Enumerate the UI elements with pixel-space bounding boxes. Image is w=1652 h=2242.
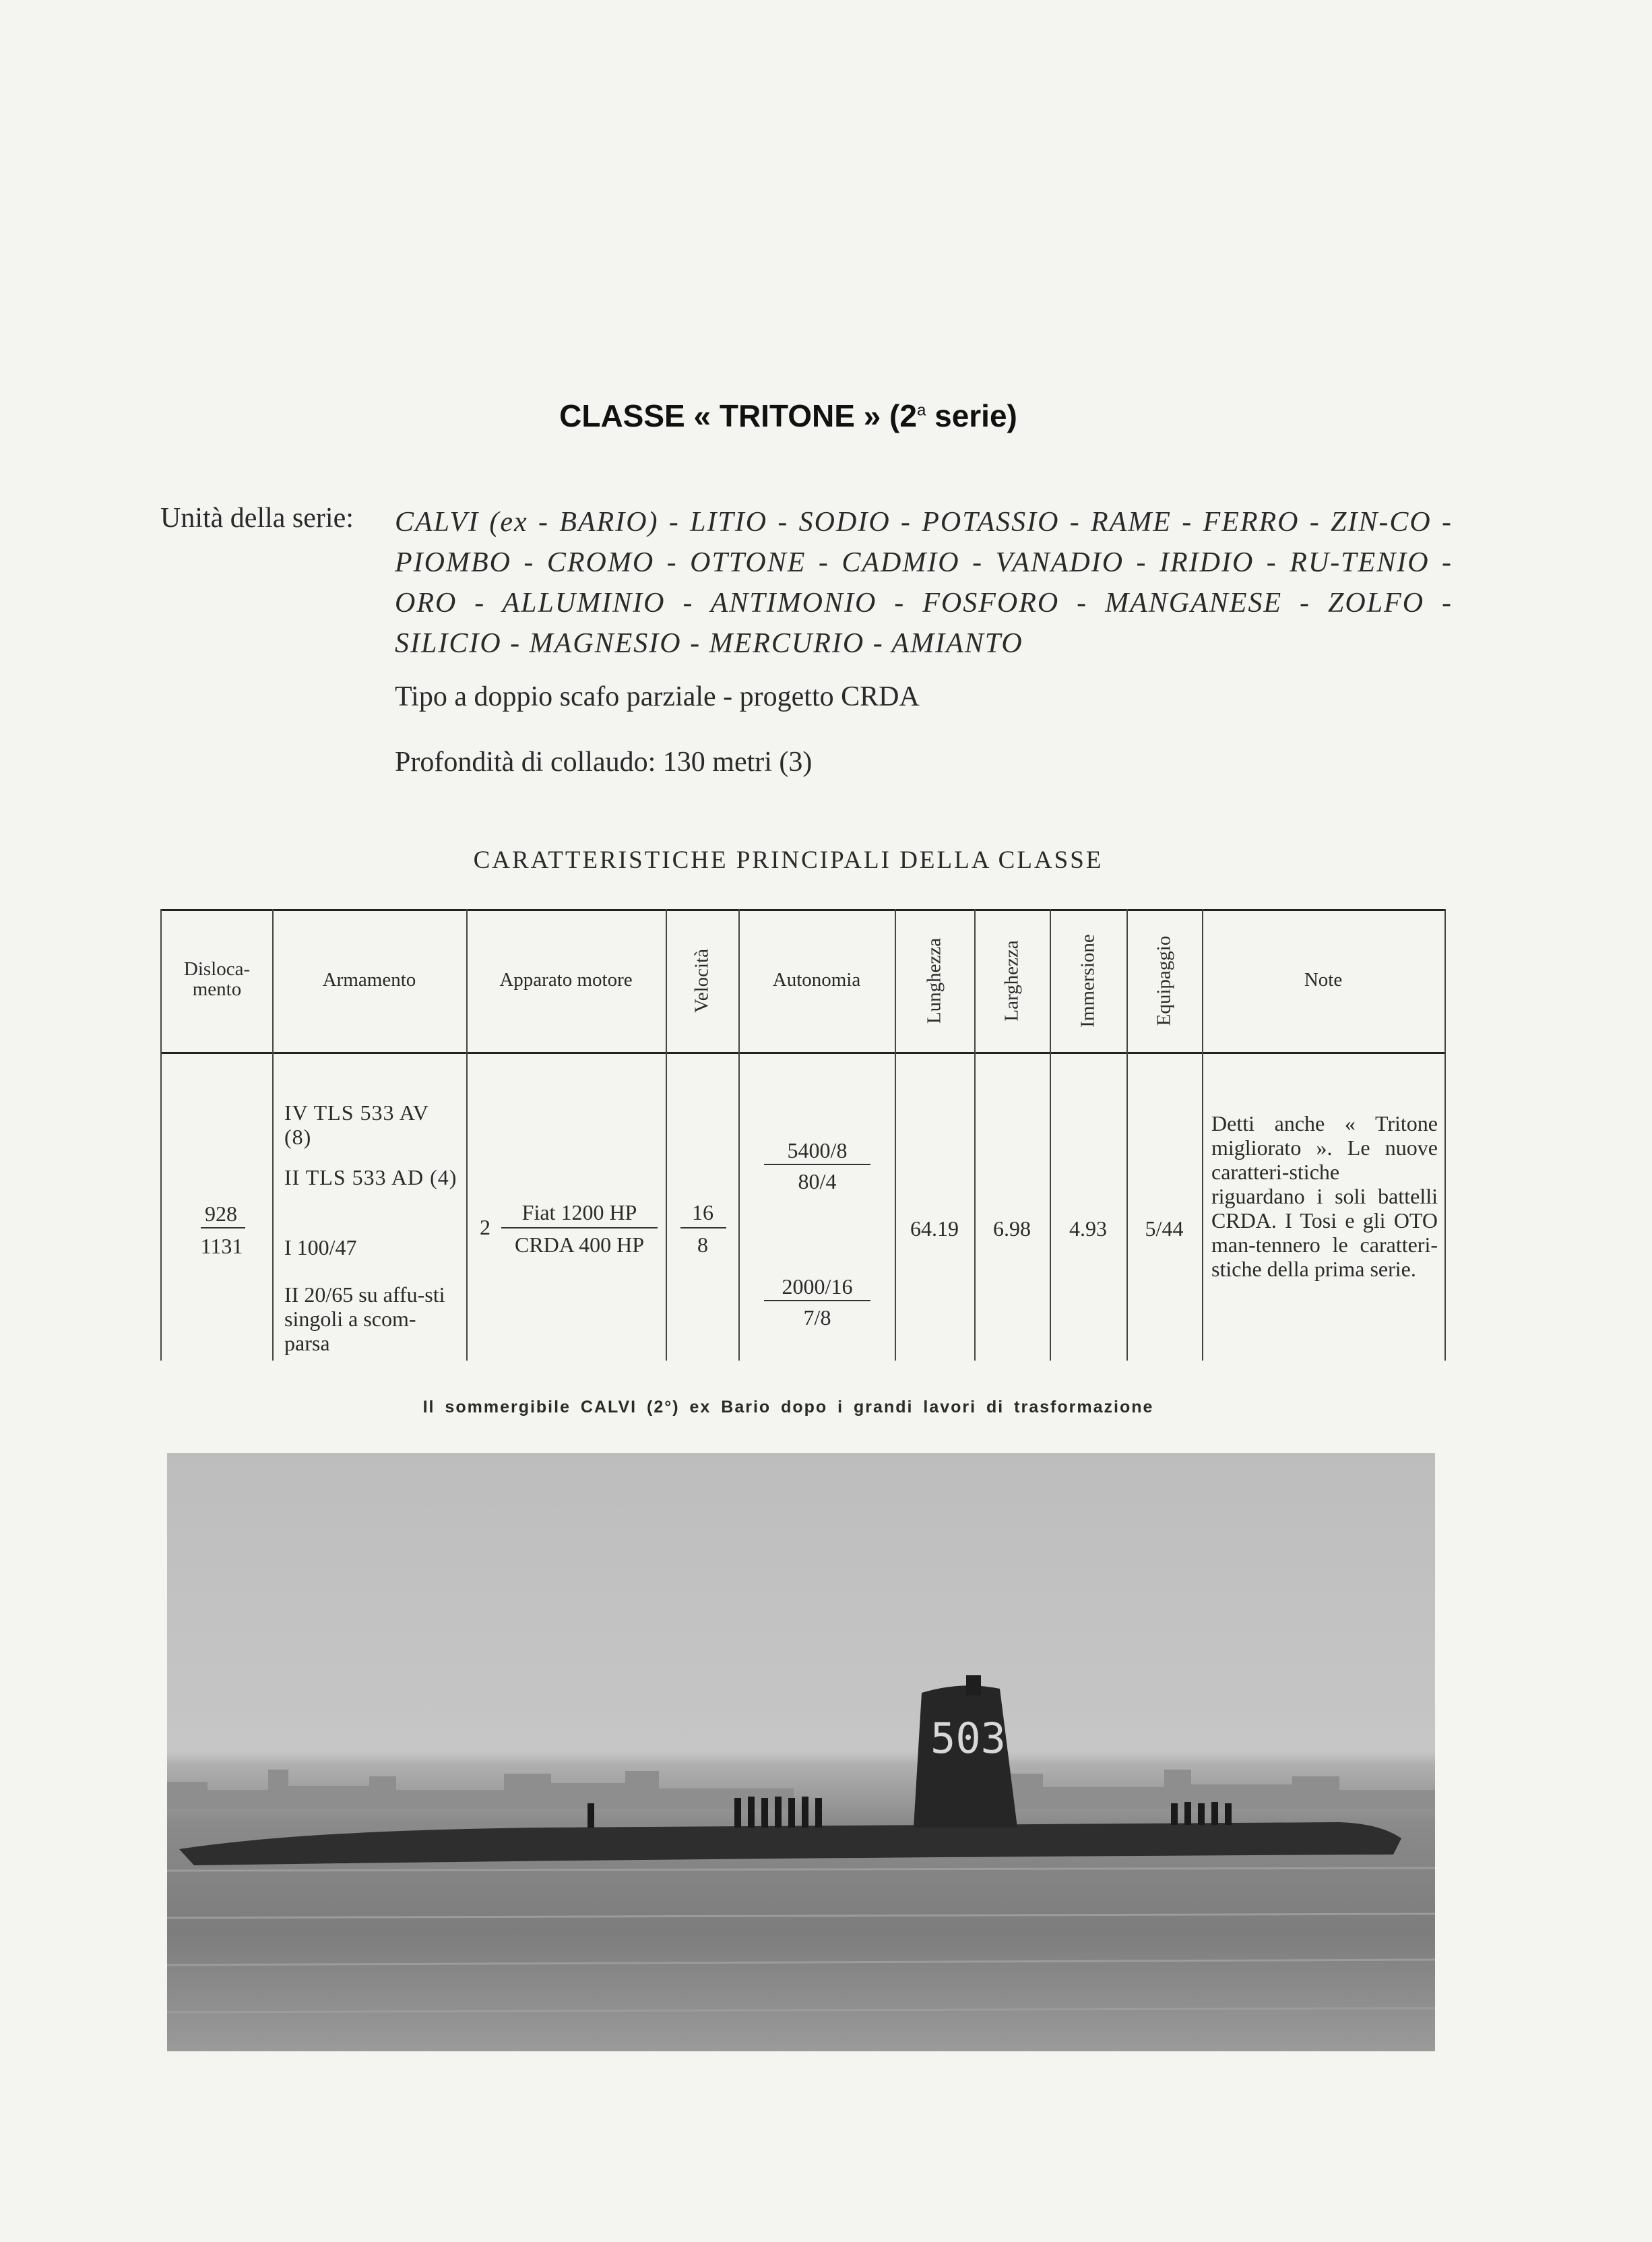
immersione-value: 4.93	[1069, 1216, 1107, 1241]
col-divider	[1126, 909, 1128, 1361]
fraction-line	[764, 1164, 870, 1165]
armamento-item: II TLS 533 AD (4)	[284, 1165, 457, 1189]
lunghezza-value: 64.19	[910, 1216, 959, 1241]
header-dislocamento: Disloca- mento	[183, 958, 251, 1000]
header-armamento: Armamento	[322, 969, 416, 991]
note-text: Detti anche « Tritone migliorato ». Le nuove caratteri-stiche riguardano i soli battelli CRDA. I Tosi e gli OTO man-tennero le caratteri-stiche della prima serie.	[1211, 1111, 1438, 1281]
hull-type: Tipo a doppio scafo parziale - progetto CRDA	[395, 681, 920, 712]
dislocamento-submerged: 1131	[200, 1234, 243, 1258]
armamento-item: IV TLS 533 AV (8)	[284, 1100, 429, 1149]
header-velocita: Velocità	[691, 949, 713, 1014]
header-immersione: Immersione	[1077, 934, 1099, 1028]
table-header-rule	[160, 1052, 1446, 1054]
periscope	[966, 1675, 981, 1695]
table-title: CARATTERISTICHE PRINCIPALI DELLA CLASSE	[473, 846, 1104, 874]
col-divider	[1050, 909, 1051, 1361]
autonomia-value: 7/8	[803, 1305, 831, 1330]
col-divider	[160, 909, 162, 1361]
skyline	[167, 1770, 1435, 1809]
units-list: CALVI (ex - BARIO) - LITIO - SODIO - POTASSIO - RAME - FERRO - ZIN-CO - PIOMBO - CROMO - OTTONE - CADMIO - VANADIO - IRIDIO - RU-TENIO - ORO - ALLUMINIO - ANTIMONIO - FOSFORO - MANGANESE - ZOLFO - SILICIO - MAGNESIO - MERCURIO - AMIANTO	[395, 507, 1453, 659]
fraction-line	[201, 1227, 245, 1228]
fraction-line	[764, 1300, 870, 1301]
col-divider	[1444, 909, 1446, 1361]
velocita-surface: 16	[692, 1200, 713, 1224]
table-top-rule	[160, 909, 1446, 911]
larghezza-value: 6.98	[993, 1216, 1031, 1241]
fraction-line	[501, 1227, 658, 1228]
submarine-illustration	[167, 1453, 1435, 2051]
dislocamento-surface: 928	[205, 1202, 237, 1226]
header-autonomia: Autonomia	[772, 969, 861, 991]
armamento-item: I 100/47	[284, 1235, 357, 1259]
header-larghezza: Larghezza	[1000, 940, 1023, 1022]
autonomia-value: 2000/16	[782, 1274, 853, 1299]
equipaggio-value: 5/44	[1145, 1216, 1184, 1241]
autonomia-value: 5400/8	[787, 1138, 848, 1162]
header-lunghezza: Lunghezza	[923, 937, 945, 1024]
col-divider	[666, 909, 667, 1361]
water	[167, 1868, 1435, 2012]
units-label: Unità della serie:	[160, 503, 354, 534]
col-divider	[895, 909, 896, 1361]
apparato-multiplier: 2	[480, 1215, 490, 1239]
autonomia-value: 80/4	[798, 1169, 837, 1193]
photo-caption: Il sommergibile CALVI (2°) ex Bario dopo i grandi lavori di trasformazione	[422, 1398, 1154, 1416]
fraction-line	[680, 1227, 726, 1228]
hull-number: 503	[930, 1714, 1006, 1763]
submarine-photo	[167, 1453, 1435, 2051]
page-title: CLASSE « TRITONE » (2$^a$ serie)	[559, 398, 1017, 433]
velocita-submerged: 8	[697, 1233, 708, 1257]
apparato-diesel: Fiat 1200 HP	[521, 1200, 637, 1224]
header-equipaggio: Equipaggio	[1153, 935, 1175, 1026]
header-apparato-motore: Apparato motore	[499, 969, 633, 991]
armamento-item: II 20/65 su affu-sti singoli a scom-parsa	[284, 1282, 445, 1355]
spec-table	[160, 909, 1446, 1361]
test-depth: Profondità di collaudo: 130 metri (3)	[395, 747, 813, 778]
apparato-electric: CRDA 400 HP	[514, 1233, 645, 1257]
submarine-hull	[179, 1822, 1401, 1865]
col-divider	[974, 909, 976, 1361]
header-note: Note	[1304, 969, 1343, 991]
